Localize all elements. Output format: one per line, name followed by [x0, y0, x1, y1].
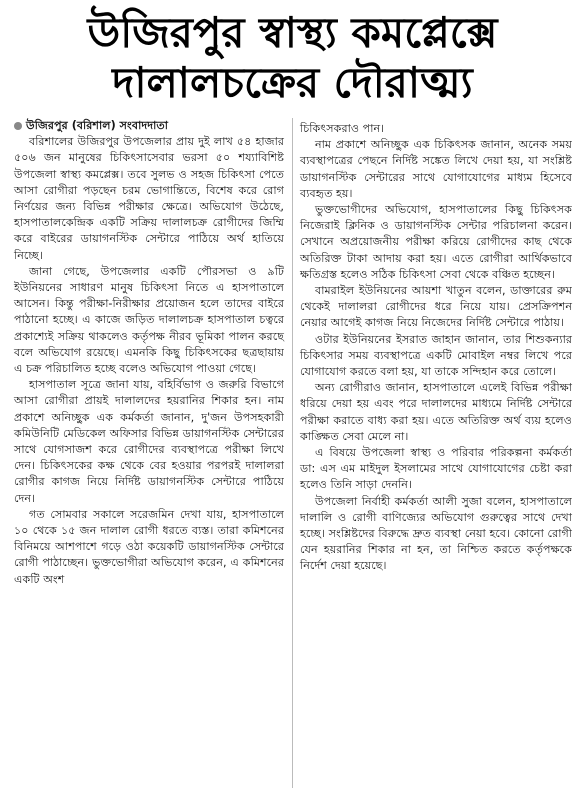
bullet-icon [14, 122, 22, 130]
column-divider [292, 118, 293, 788]
paragraph: ওটার ইউনিয়নের ইসরাত জাহান জানান, তার শিশুকন্যার চিকিৎসার সময় ব্যবস্থাপত্রে একটি মোবাইল নম্বর লিখে পরে যোগাযোগ করতে বলা হয়, যা তাকে সন্দিহান করে তোলে। [300, 332, 572, 379]
article-column-right [300, 121, 572, 575]
article-column-left [14, 118, 284, 588]
headline-line-1: উজিরপুর স্বাস্থ্য কমপ্লেক্সে [87, 8, 498, 57]
byline-source: সংবাদদাতা [119, 119, 168, 132]
paragraph: জানা গেছে, উপজেলার একটি পৌরসভা ও ৯টি ইউনিয়নের সাধারণ মানুষ চিকিৎসা নিতে এ হাসপাতালে আসেন। কিন্তু পরীক্ষা-নিরীক্ষার প্রয়োজন হলে তাদের বাইরে পাঠানো হচ্ছে। এ কাজে জড়িত দালালচক্র হাসপাতাল চত্বরে প্রকাশ্যেই সক্রিয় থাকলেও কর্তৃপক্ষ নীরব ভূমিকা পালন করছে বলে অভিযোগ রয়েছে। এমনকি কিছু চিকিৎসকের ছত্রছায়ায় এ চক্র পরিচালিত হচ্ছে বলেও অভিযোগ পাওয়া গেছে। [14, 264, 284, 376]
byline [14, 118, 284, 134]
paragraph: গত সোমবার সকালে সরেজমিন দেখা যায়, হাসপাতালে ১০ থেকে ১৫ জন দালাল রোগী ধরতে ব্যস্ত। তারা কমিশনের বিনিময়ে আশপাশে গড়ে ওঠা কয়েকটি ডায়াগনস্টিক সেন্টারে রোগী পাঠাচ্ছেন। ভুক্তভোগীরা অভিযোগ করেন, এ কমিশনের একটি অংশ [14, 507, 284, 586]
paragraph: ভুক্তভোগীদের অভিযোগ, হাসপাতালের কিছু চিকিৎসক নিজেরাই ক্লিনিক ও ডায়াগনস্টিক সেন্টার পরিচালনা করেন। সেখানে অপ্রয়োজনীয় পরীক্ষা করিয়ে রোগীদের কাছ থেকে অতিরিক্ত টাকা আদায় করা হয়। এতে রোগীরা আর্থিকভাবে ক্ষতিগ্রস্ত হলেও সঠিক চিকিৎসা সেবা থেকে বঞ্চিত হচ্ছেন। [300, 203, 572, 281]
paragraph: চিকিৎসকরাও পান। [300, 122, 385, 135]
paragraph: নাম প্রকাশে অনিচ্ছুক এক চিকিৎসক জানান, অনেক সময় ব্যবস্থাপত্রের পেছনে নির্দিষ্ট সঙ্কেত লিখে দেয়া হয়, যা সংশ্লিষ্ট ডায়াগনস্টিক সেন্টারের সাথে যোগাযোগের মাধ্যম হিসেবে ব্যবহৃত হয়। [300, 138, 572, 200]
paragraph: হাসপাতাল সূত্রে জানা যায়, বহির্বিভাগ ও জরুরি বিভাগে আসা রোগীরা প্রায়ই দালালদের হয়রানির শিকার হন। নাম প্রকাশে অনিচ্ছুক এক কর্মকর্তা জানান, দু'জন উপসহকারী কমিউনিটি মেডিকেল অফিসার বিভিন্ন ডায়াগনস্টিক সেন্টারের সাথে যোগসাজশ করে রোগীদের ব্যবস্থাপত্রে পরীক্ষা লিখে দেন। চিকিৎসকের কক্ষ থেকে বের হওয়ার পরপরই দালালরা রোগীর কাগজ নিয়ে নির্দিষ্ট ডায়াগনস্টিক সেন্টারে পাঠিয়ে দেন। [14, 378, 284, 505]
byline-dateline: উজিরপুর (বরিশাল) [26, 119, 116, 132]
paragraph: এ বিষয়ে উপজেলা স্বাস্থ্য ও পরিবার পরিকল্পনা কর্মকর্তা ডা: এস এম মাইদুল ইসলামের সাথে যোগাযোগের চেষ্টা করা হলেও তিনি সাড়া দেননি। [300, 446, 572, 492]
paragraph: বরিশালের উজিরপুর উপজেলার প্রায় দুই লাখ ৫৪ হাজার ৫০৬ জন মানুষের চিকিৎসাসেবার ভরসা ৫০ শয্যাবিশিষ্ট উপজেলা স্বাস্থ্য কমপ্লেক্স। তবে সুলভ ও সহজ চিকিৎসা পেতে আসা রোগীরা পড়ছেন চরম ভোগান্তিতে, বিশেষ করে রোগ নির্ণয়ের জন্য বিভিন্ন পরীক্ষার ক্ষেত্রে। অভিযোগ উঠেছে, হাসপাতালকেন্দ্রিক একটি সক্রিয় দালালচক্র রোগীদের জিম্মি করে বাইরের ডায়াগনস্টিক সেন্টারে পাঠিয়ে অর্থ হাতিয়ে নিচ্ছে। [14, 135, 284, 262]
headline-line-2: দালালচক্রের দৌরাত্ম্য [112, 58, 473, 107]
paragraph: বামরাইল ইউনিয়নের আয়শা খাতুন বলেন, ডাক্তারের রুম থেকেই দালালরা রোগীদের ধরে নিয়ে যায়। প্রেসক্রিপশন নেয়ার আগেই কাগজ নিয়ে নিজেদের নির্দিষ্ট সেন্টারে পাঠায়। [300, 284, 572, 330]
paragraph: অন্য রোগীরাও জানান, হাসপাতালে এলেই বিভিন্ন পরীক্ষা ধরিয়ে দেয়া হয় এবং পরে দালালদের মাধ্যমে নির্দিষ্ট সেন্টারে পরীক্ষা করাতে বাধ্য করা হয়। এতে অতিরিক্ত অর্থ ব্যয় হলেও কাঙ্ক্ষিত সেবা মেলে না। [300, 381, 572, 443]
paragraph: উপজেলা নির্বাহী কর্মকর্তা আলী সুজা বলেন, হাসপাতালে দালালি ও রোগী বাণিজ্যের অভিযোগ গুরুত্বের সাথে দেখা হচ্ছে। সংশ্লিষ্টদের বিরুদ্ধে দ্রুত ব্যবস্থা নেয়া হবে। কোনো রোগী যেন হয়রানির শিকার না হন, তা নিশ্চিত করতে কর্তৃপক্ষকে নির্দেশ দেয়া হয়েছে। [300, 494, 572, 573]
